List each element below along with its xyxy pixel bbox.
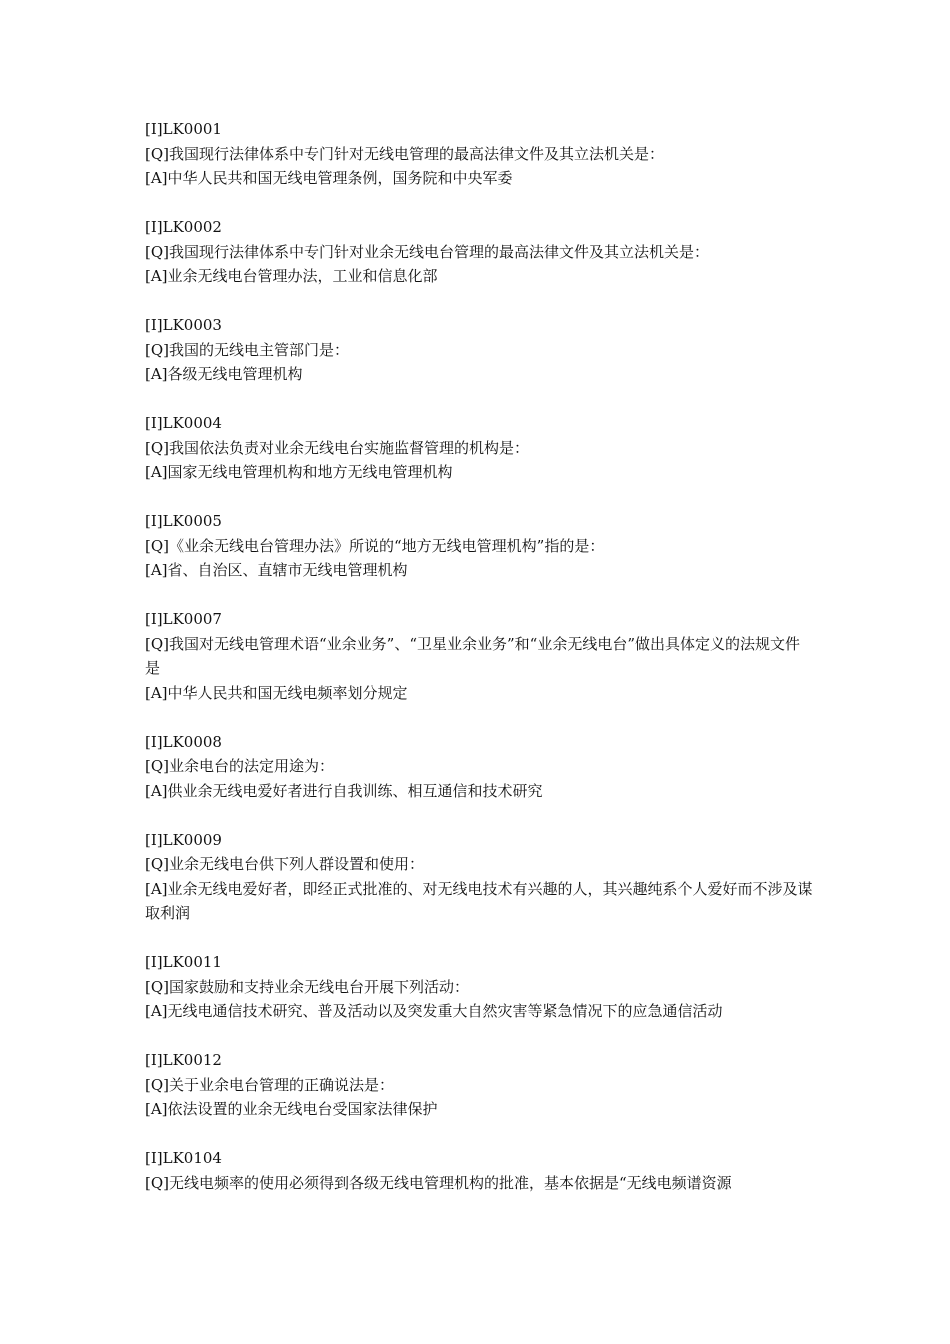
entry-answer: [A]中华人民共和国无线电管理条例，国务院和中央军委 (145, 169, 513, 187)
entry-id: [I]LK0001 (145, 120, 222, 138)
entry-answer: [A]中华人民共和国无线电频率划分规定 (145, 683, 408, 702)
entry-id: [I]LK0011 (145, 953, 222, 971)
qa-entry-9 (145, 950, 813, 1024)
entry-answer: [A]国家无线电管理机构和地方无线电管理机构 (145, 463, 453, 481)
entry-id: [I]LK0009 (145, 830, 222, 849)
entry-id: [I]LK0007 (145, 610, 222, 628)
qa-entry-3 (145, 313, 813, 387)
entry-question: [Q]无线电频率的使用必须得到各级无线电管理机构的批准，基本依据是“无线电频谱资源 (145, 1173, 732, 1192)
entry-question: [Q]我国现行法律体系中专门针对无线电管理的最高法律文件及其立法机关是： (145, 144, 665, 163)
entry-id: [I]LK0104 (145, 1149, 222, 1167)
entry-answer: [A]无线电通信技术研究、普及活动以及突发重大自然灾害等紧急情况下的应急通信活动 (145, 1002, 723, 1020)
entry-id: [I]LK0008 (145, 732, 222, 751)
entry-question: [Q]我国依法负责对业余无线电台实施监督管理的机构是： (145, 438, 530, 457)
qa-entry-5 (145, 509, 813, 583)
entry-id: [I]LK0002 (145, 218, 222, 236)
entry-id: [I]LK0004 (145, 414, 222, 432)
entry-answer: [A]省、自治区、直辖市无线电管理机构 (145, 561, 408, 579)
qa-entry-11 (145, 1146, 813, 1195)
entry-question: [Q]我国现行法律体系中专门针对业余无线电台管理的最高法律文件及其立法机关是： (145, 242, 710, 261)
entry-id: [I]LK0003 (145, 316, 222, 334)
entry-id: [I]LK0005 (145, 512, 222, 530)
entry-question: [Q]我国对无线电管理术语“业余业务”、“卫星业余业务”和“业余无线电台”做出具体定义的法规文件是 (145, 634, 801, 677)
entry-question: [Q]业余电台的法定用途为： (145, 757, 335, 775)
entry-question: [Q]业余无线电台供下列人群设置和使用： (145, 855, 425, 873)
entry-answer: [A]业余无线电爱好者，即经正式批准的、对无线电技术有兴趣的人，其兴趣纯系个人爱好而不涉及谋取利润 (145, 879, 813, 922)
entry-question: [Q]国家鼓励和支持业余无线电台开展下列活动： (145, 977, 470, 996)
entry-question: [Q]我国的无线电主管部门是： (145, 340, 350, 359)
entry-question: [Q]关于业余电台管理的正确说法是： (145, 1075, 395, 1094)
entry-id: [I]LK0012 (145, 1051, 222, 1069)
qa-entry-10 (145, 1048, 813, 1122)
qa-entry-6 (145, 607, 813, 705)
entry-answer: [A]业余无线电台管理办法，工业和信息化部 (145, 267, 438, 285)
qa-entry-7 (145, 730, 813, 804)
qa-entry-4 (145, 411, 813, 485)
entry-question: [Q]《业余无线电台管理办法》所说的“地方无线电管理机构”指的是： (145, 536, 605, 555)
entry-answer: [A]依法设置的业余无线电台受国家法律保护 (145, 1100, 438, 1118)
qa-entry-2 (145, 215, 813, 289)
entry-answer: [A]各级无线电管理机构 (145, 365, 303, 383)
entry-answer: [A]供业余无线电爱好者进行自我训练、相互通信和技术研究 (145, 781, 543, 800)
document-page (145, 117, 813, 1220)
qa-entry-8 (145, 828, 813, 926)
qa-entry-1 (145, 117, 813, 191)
